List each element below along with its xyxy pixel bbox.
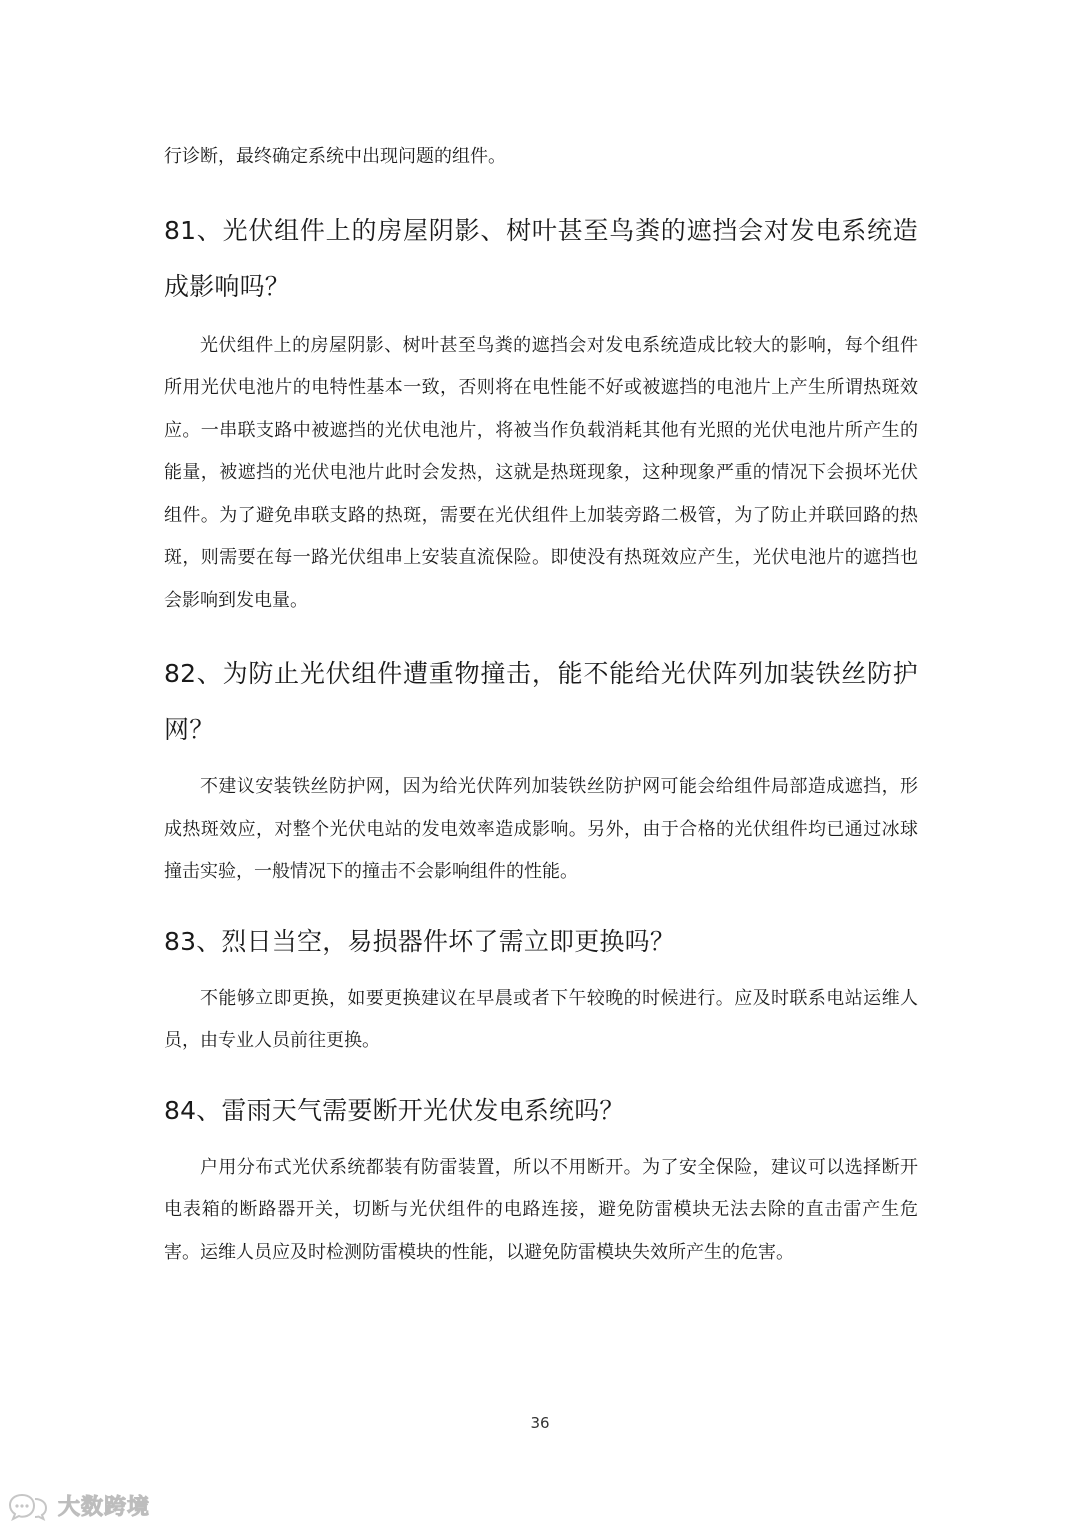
section-82 [164,646,918,894]
question-81-heading: 81、光伏组件上的房屋阴影、树叶甚至鸟粪的遮挡会对发电系统造成影响吗？ [164,215,918,301]
page-number: 36 [530,1414,550,1432]
continuation-paragraph: 行诊断，最终确定系统中出现问题的组件。 [164,146,506,167]
answer-81-paragraph: 光伏组件上的房屋阴影、树叶甚至鸟粪的遮挡会对发电系统造成比较大的影响，每个组件所用光伏电池片的电特性基本一致，否则将在电性能不好或被遮挡的电池片上产生所谓热斑效应。一串联支路中被遮挡的光伏电池片，将被当作负载消耗其他有光照的光伏电池片所产生的能量，被遮挡的光伏电池片此时会发热，这就是热斑现象，这种现象严重的情况下会损坏光伏组件。为了避免串联支路的热斑，需要在光伏组件上加装旁路二极管，为了防止并联回路的热斑，则需要在每一路光伏组串上安装直流保险。即使没有热斑效应产生，光伏电池片的遮挡也会影响到发电量。 [164,334,918,611]
watermark-text: 大数跨境 [58,1495,151,1520]
section-81 [164,203,918,623]
section-84 [164,1083,918,1275]
section-83 [164,914,918,1063]
chat-bubble-logo-icon [8,1491,52,1521]
answer-83-paragraph: 不能够立即更换，如要更换建议在早晨或者下午较晚的时候进行。应及时联系电站运维人员，由专业人员前往更换。 [164,987,918,1051]
question-84-heading: 84、雷雨天气需要断开光伏发电系统吗？ [164,1095,625,1125]
question-82-heading: 82、为防止光伏组件遭重物撞击，能不能给光伏阵列加装铁丝防护网？ [164,659,918,744]
answer-82-paragraph: 不建议安装铁丝防护网，因为给光伏阵列加装铁丝防护网可能会给组件局部造成遮挡，形成热斑效应，对整个光伏电站的发电效率造成影响。另外，由于合格的光伏组件均已通过冰球撞击实验，一般情况下的撞击不会影响组件的性能。 [164,776,918,882]
watermark [8,1490,150,1521]
question-83-heading: 83、烈日当空，易损器件坏了需立即更换吗？ [164,926,676,956]
answer-84-paragraph: 户用分布式光伏系统都装有防雷装置，所以不用断开。为了安全保险，建议可以选择断开电表箱的断路器开关，切断与光伏组件的电路连接，避免防雷模块无法去除的直击雷产生危害。运维人员应及时检测防雷模块的性能，以避免防雷模块失效所产生的危害。 [164,1156,918,1263]
page-content [164,136,918,1274]
